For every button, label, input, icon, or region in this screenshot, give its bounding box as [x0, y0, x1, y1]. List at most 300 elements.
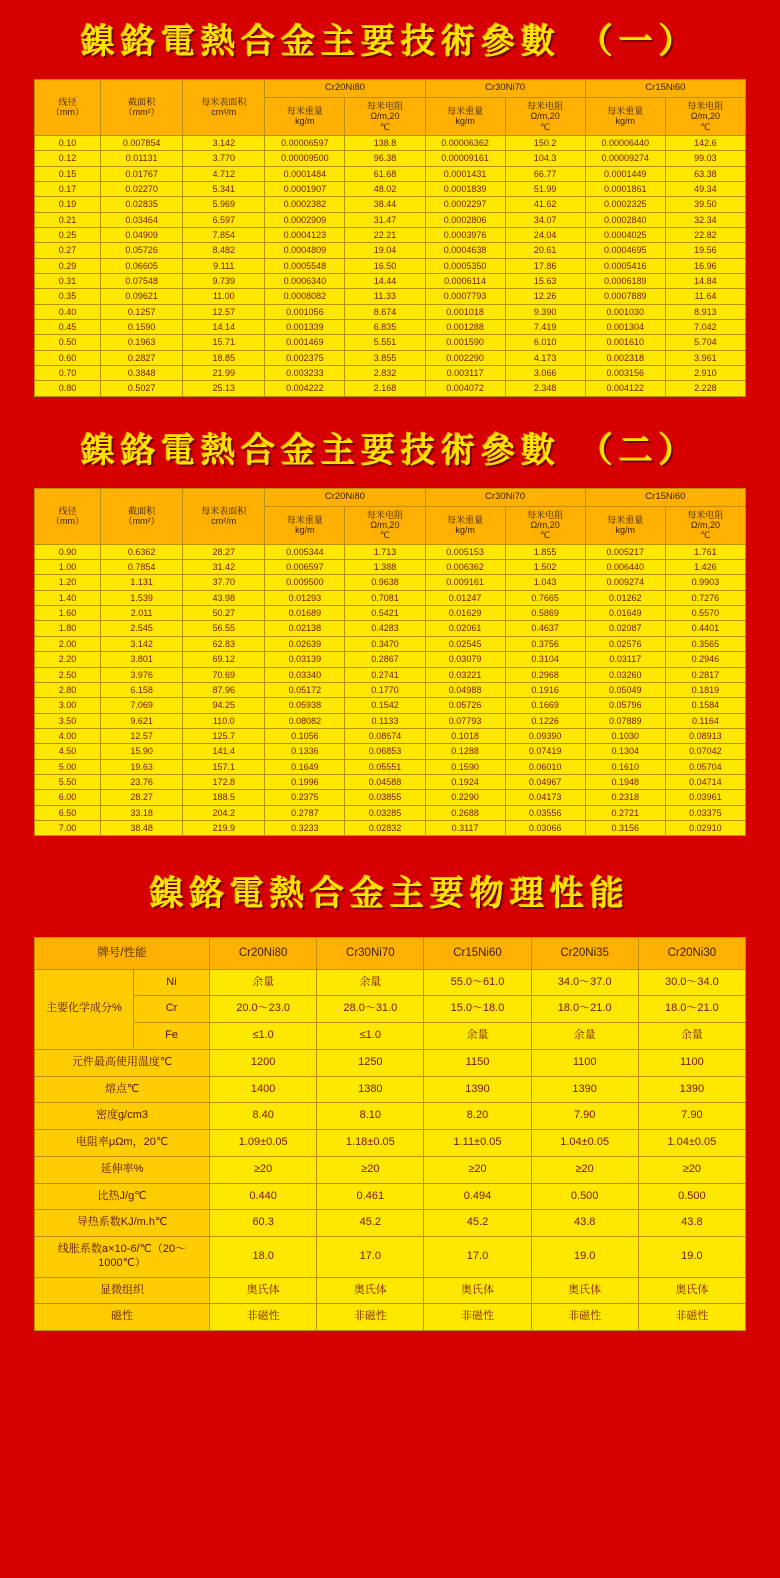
- col-header-sub-1-1: 每米电阻 Ω/m,20 ℃: [505, 97, 585, 135]
- table-cell: 1390: [638, 1076, 745, 1103]
- table-cell: 96.38: [345, 151, 425, 166]
- table-cell: 0.0008082: [265, 289, 345, 304]
- table-row: [35, 744, 746, 759]
- table-cell: 2.168: [345, 381, 425, 396]
- table-cell: 15.71: [183, 335, 265, 350]
- table-cell: 1390: [531, 1076, 638, 1103]
- table-cell: 0.04714: [665, 774, 745, 789]
- table-cell: 1.131: [101, 575, 183, 590]
- table-cell: 0.1963: [101, 335, 183, 350]
- table-cell: 28.27: [183, 544, 265, 559]
- table-cell: 余量: [531, 1023, 638, 1050]
- table-cell: 0.50: [35, 335, 101, 350]
- table-cell: 2.80: [35, 682, 101, 697]
- table-cell: 0.08913: [665, 728, 745, 743]
- table-cell: 0.001030: [585, 304, 665, 319]
- table-row: [35, 258, 746, 273]
- table-cell: 4.50: [35, 744, 101, 759]
- table-cell: 0.07548: [101, 274, 183, 289]
- table-row: [35, 381, 746, 396]
- table-cell: 0.00006440: [585, 135, 665, 150]
- table-cell: 63.38: [665, 166, 745, 181]
- table-cell: 0.3565: [665, 636, 745, 651]
- table-cell: 0.0005350: [425, 258, 505, 273]
- table-cell: 41.62: [505, 197, 585, 212]
- table-cell: 0.05726: [425, 698, 505, 713]
- table-cell: 66.77: [505, 166, 585, 181]
- table-cell: 33.18: [101, 805, 183, 820]
- table-cell: 0.2968: [505, 667, 585, 682]
- table-cell: 23.76: [101, 774, 183, 789]
- table-cell: 6.835: [345, 320, 425, 335]
- table-cell: 0.4283: [345, 621, 425, 636]
- table-cell: 0.15: [35, 166, 101, 181]
- table-cell: 15.63: [505, 274, 585, 289]
- table-cell: 0.2290: [425, 790, 505, 805]
- table-cell: 8.674: [345, 304, 425, 319]
- table-cell: 0.1590: [101, 320, 183, 335]
- physical-row-label: 元件最高使用温度℃: [35, 1049, 210, 1076]
- table-row: [35, 1049, 746, 1076]
- table-cell: 0.03556: [505, 805, 585, 820]
- table-cell: 6.00: [35, 790, 101, 805]
- table-cell: 奥氏体: [424, 1277, 531, 1304]
- col-header-sub-0-1: 每米电阻 Ω/m,20 ℃: [345, 97, 425, 135]
- col-header-sub-0-1: 每米电阻 Ω/m,20 ℃: [345, 506, 425, 544]
- table-cell: 3.142: [101, 636, 183, 651]
- table-cell: 1.043: [505, 575, 585, 590]
- table-cell: 4.00: [35, 728, 101, 743]
- table-cell: 0.9903: [665, 575, 745, 590]
- table-cell: 0.1056: [265, 728, 345, 743]
- table-cell: 61.68: [345, 166, 425, 181]
- table-cell: 0.07419: [505, 744, 585, 759]
- table-row: [35, 759, 746, 774]
- table-cell: 0.3233: [265, 820, 345, 835]
- table-cell: 0.002375: [265, 350, 345, 365]
- table-cell: 0.440: [210, 1183, 317, 1210]
- table-cell: 0.01649: [585, 606, 665, 621]
- table-cell: 0.06853: [345, 744, 425, 759]
- table-cell: 0.5421: [345, 606, 425, 621]
- table-cell: 0.1669: [505, 698, 585, 713]
- table-cell: 11.00: [183, 289, 265, 304]
- table-cell: 1.426: [665, 560, 745, 575]
- physical-col-header-2: Cr30Ni70: [317, 938, 424, 969]
- table-row: [35, 289, 746, 304]
- table-cell: 0.3156: [585, 820, 665, 835]
- table-cell: 0.0001431: [425, 166, 505, 181]
- composition-element: Ni: [133, 969, 209, 996]
- table-cell: 奥氏体: [210, 1277, 317, 1304]
- table-row: [35, 636, 746, 651]
- table-cell: 9.111: [183, 258, 265, 273]
- table-row: [35, 151, 746, 166]
- table-cell: 0.003156: [585, 366, 665, 381]
- physical-table-body: [35, 969, 746, 1331]
- table-cell: 0.009274: [585, 575, 665, 590]
- table-row: [35, 621, 746, 636]
- table-row: [35, 335, 746, 350]
- table-cell: 7.042: [665, 320, 745, 335]
- table-cell: 0.6362: [101, 544, 183, 559]
- table-cell: 0.004122: [585, 381, 665, 396]
- table-cell: 0.7665: [505, 590, 585, 605]
- table-cell: 20.0～23.0: [210, 996, 317, 1023]
- table-cell: 0.09390: [505, 728, 585, 743]
- table-row: [35, 560, 746, 575]
- table-cell: 3.976: [101, 667, 183, 682]
- table-cell: 0.02835: [101, 197, 183, 212]
- table-cell: 0.2787: [265, 805, 345, 820]
- table-row: [35, 212, 746, 227]
- table-cell: 204.2: [183, 805, 265, 820]
- table-cell: 0.02087: [585, 621, 665, 636]
- table-cell: 0.19: [35, 197, 101, 212]
- table-cell: 0.2375: [265, 790, 345, 805]
- table-cell: 3.066: [505, 366, 585, 381]
- table-cell: 1.09±0.05: [210, 1130, 317, 1157]
- table-cell: 0.0002325: [585, 197, 665, 212]
- table-cell: 0.0004638: [425, 243, 505, 258]
- section-title-3: 鎳鉻電熱合金主要物理性能: [150, 874, 630, 915]
- table-row: [35, 1023, 746, 1050]
- table-cell: 7.854: [183, 228, 265, 243]
- table-cell: 4.712: [183, 166, 265, 181]
- table-cell: 1100: [531, 1049, 638, 1076]
- table-cell: 69.12: [183, 652, 265, 667]
- table-cell: 0.001288: [425, 320, 505, 335]
- table-cell: 62.83: [183, 636, 265, 651]
- table-cell: 0.00009500: [265, 151, 345, 166]
- table-cell: 0.1336: [265, 744, 345, 759]
- table-cell: 9.739: [183, 274, 265, 289]
- table-row: [35, 1237, 746, 1278]
- table-cell: 0.31: [35, 274, 101, 289]
- table-cell: 0.00006597: [265, 135, 345, 150]
- table-cell: 104.3: [505, 151, 585, 166]
- table-cell: 3.00: [35, 698, 101, 713]
- table-cell: 余量: [317, 969, 424, 996]
- table-cell: 0.3756: [505, 636, 585, 651]
- table-cell: 2.20: [35, 652, 101, 667]
- physical-row-label: 密度g/cm3: [35, 1103, 210, 1130]
- table-row: [35, 544, 746, 559]
- table-cell: 0.29: [35, 258, 101, 273]
- table-cell: 2.228: [665, 381, 745, 396]
- table-cell: 6.597: [183, 212, 265, 227]
- table-cell: 11.64: [665, 289, 745, 304]
- table-cell: 0.0005548: [265, 258, 345, 273]
- table-cell: 43.8: [531, 1210, 638, 1237]
- table-cell: ≥20: [531, 1156, 638, 1183]
- table-cell: 0.1770: [345, 682, 425, 697]
- table-cell: 25.13: [183, 381, 265, 396]
- table-cell: 0.0004809: [265, 243, 345, 258]
- table-cell: 0.0002840: [585, 212, 665, 227]
- table-cell: 15.0～18.0: [424, 996, 531, 1023]
- table-cell: 9.390: [505, 304, 585, 319]
- physical-row-label: 磁性: [35, 1304, 210, 1331]
- table-cell: ≤1.0: [317, 1023, 424, 1050]
- table-cell: 0.00006362: [425, 135, 505, 150]
- table-cell: 38.44: [345, 197, 425, 212]
- physical-row-label: 延伸率%: [35, 1156, 210, 1183]
- table-cell: 1.761: [665, 544, 745, 559]
- table-cell: 0.2688: [425, 805, 505, 820]
- table-cell: 0.03117: [585, 652, 665, 667]
- table-cell: 0.009161: [425, 575, 505, 590]
- table-cell: 0.02061: [425, 621, 505, 636]
- table-cell: 28.0～31.0: [317, 996, 424, 1023]
- table-cell: 0.9638: [345, 575, 425, 590]
- table-cell: 12.26: [505, 289, 585, 304]
- table-cell: 2.832: [345, 366, 425, 381]
- table-row: [35, 350, 746, 365]
- col-header-base-1: 截面积 （mm²）: [101, 488, 183, 544]
- table-cell: 18.85: [183, 350, 265, 365]
- table-cell: 0.001339: [265, 320, 345, 335]
- table-cell: 0.1018: [425, 728, 505, 743]
- table-cell: 0.01629: [425, 606, 505, 621]
- table-cell: 219.9: [183, 820, 265, 835]
- table-cell: 0.00009274: [585, 151, 665, 166]
- table-row: [35, 181, 746, 196]
- table-cell: 0.02270: [101, 181, 183, 196]
- table-cell: 0.1819: [665, 682, 745, 697]
- table-cell: ≤1.0: [210, 1023, 317, 1050]
- table-cell: 0.1916: [505, 682, 585, 697]
- table-cell: 1.00: [35, 560, 101, 575]
- table-cell: 0.05049: [585, 682, 665, 697]
- table-row: [35, 366, 746, 381]
- table-cell: 1.60: [35, 606, 101, 621]
- table-cell: 1.713: [345, 544, 425, 559]
- table-cell: 2.348: [505, 381, 585, 396]
- table-cell: 56.55: [183, 621, 265, 636]
- table-cell: 11.33: [345, 289, 425, 304]
- wire-table-1-body: [35, 135, 746, 396]
- table-cell: 21.99: [183, 366, 265, 381]
- table-cell: 0.03079: [425, 652, 505, 667]
- table-cell: 0.001610: [585, 335, 665, 350]
- physical-col-header-3: Cr15Ni60: [424, 938, 531, 969]
- col-header-base-0: 线径 （mm）: [35, 80, 101, 136]
- table-cell: 49.34: [665, 181, 745, 196]
- col-header-group-1: Cr30Ni70: [425, 488, 585, 506]
- table-cell: 0.01262: [585, 590, 665, 605]
- wire-table-2-head: [35, 488, 746, 544]
- table-cell: 0.01131: [101, 151, 183, 166]
- table-cell: 8.20: [424, 1103, 531, 1130]
- table-cell: ≥20: [638, 1156, 745, 1183]
- table-cell: 1.40: [35, 590, 101, 605]
- table-cell: 0.0004025: [585, 228, 665, 243]
- wire-table-1-wrap: [0, 79, 780, 397]
- table-cell: 0.05551: [345, 759, 425, 774]
- table-cell: 非磁性: [638, 1304, 745, 1331]
- table-row: [35, 1156, 746, 1183]
- table-cell: 0.1226: [505, 713, 585, 728]
- table-cell: 30.0～34.0: [638, 969, 745, 996]
- table-cell: 1200: [210, 1049, 317, 1076]
- table-cell: 0.7276: [665, 590, 745, 605]
- table-cell: ≥20: [424, 1156, 531, 1183]
- table-cell: 0.17: [35, 181, 101, 196]
- physical-row-label: 线胀系数a×10-6/℃（20～1000℃）: [35, 1237, 210, 1278]
- table-cell: 0.0003976: [425, 228, 505, 243]
- table-cell: 0.02545: [425, 636, 505, 651]
- table-cell: 0.494: [424, 1183, 531, 1210]
- col-header-sub-1-1: 每米电阻 Ω/m,20 ℃: [505, 506, 585, 544]
- table-cell: 0.0006340: [265, 274, 345, 289]
- table-cell: 0.0001839: [425, 181, 505, 196]
- table-cell: 0.10: [35, 135, 101, 150]
- table-cell: 45.2: [424, 1210, 531, 1237]
- table-cell: 0.08674: [345, 728, 425, 743]
- table-cell: 37.70: [183, 575, 265, 590]
- table-cell: 34.0～37.0: [531, 969, 638, 996]
- table-cell: ≥20: [317, 1156, 424, 1183]
- table-cell: 0.006362: [425, 560, 505, 575]
- table-cell: 0.60: [35, 350, 101, 365]
- table-cell: 0.40: [35, 304, 101, 319]
- table-cell: 2.00: [35, 636, 101, 651]
- table-cell: 51.99: [505, 181, 585, 196]
- table-cell: 0.1304: [585, 744, 665, 759]
- table-cell: 0.2946: [665, 652, 745, 667]
- col-header-group-2: Cr15Ni60: [585, 488, 745, 506]
- col-header-sub-2-0: 每米重量 kg/m: [585, 506, 665, 544]
- table-row: [35, 820, 746, 835]
- table-cell: 0.0002382: [265, 197, 345, 212]
- table-cell: 0.4637: [505, 621, 585, 636]
- table-cell: 31.47: [345, 212, 425, 227]
- table-cell: 5.969: [183, 197, 265, 212]
- table-cell: 8.482: [183, 243, 265, 258]
- table-row: [35, 1277, 746, 1304]
- table-cell: 1100: [638, 1049, 745, 1076]
- table-cell: 5.00: [35, 759, 101, 774]
- col-header-sub-2-0: 每米重量 kg/m: [585, 97, 665, 135]
- table-cell: 0.0006189: [585, 274, 665, 289]
- table-cell: 0.09621: [101, 289, 183, 304]
- physical-row-label: 显微组织: [35, 1277, 210, 1304]
- table-row: [35, 197, 746, 212]
- table-cell: 0.07793: [425, 713, 505, 728]
- table-cell: 0.0007793: [425, 289, 505, 304]
- table-cell: 3.961: [665, 350, 745, 365]
- table-cell: 17.0: [317, 1237, 424, 1278]
- table-cell: 0.01293: [265, 590, 345, 605]
- table-cell: 18.0: [210, 1237, 317, 1278]
- table-cell: 141.4: [183, 744, 265, 759]
- table-cell: 1250: [317, 1049, 424, 1076]
- table-cell: 94.25: [183, 698, 265, 713]
- table-cell: 0.02639: [265, 636, 345, 651]
- table-row: [35, 698, 746, 713]
- table-cell: 0.1584: [665, 698, 745, 713]
- table-cell: 0.00009161: [425, 151, 505, 166]
- table-cell: 余量: [424, 1023, 531, 1050]
- table-cell: 0.1164: [665, 713, 745, 728]
- table-cell: 12.57: [101, 728, 183, 743]
- table-cell: 1.18±0.05: [317, 1130, 424, 1157]
- table-cell: 0.002318: [585, 350, 665, 365]
- table-cell: 0.1948: [585, 774, 665, 789]
- wire-table-2: [34, 488, 746, 836]
- table-cell: ≥20: [210, 1156, 317, 1183]
- table-cell: 0.3117: [425, 820, 505, 835]
- table-cell: 22.82: [665, 228, 745, 243]
- physical-col-header-0: 牌号/性能: [35, 938, 210, 969]
- table-cell: 15.90: [101, 744, 183, 759]
- table-cell: 0.2741: [345, 667, 425, 682]
- table-cell: 0.04173: [505, 790, 585, 805]
- table-row: [35, 135, 746, 150]
- table-cell: 0.05796: [585, 698, 665, 713]
- table-cell: 0.0001861: [585, 181, 665, 196]
- table-row: [35, 667, 746, 682]
- table-cell: 0.3104: [505, 652, 585, 667]
- col-header-group-1: Cr30Ni70: [425, 80, 585, 98]
- table-cell: 18.0～21.0: [638, 996, 745, 1023]
- table-cell: 0.3470: [345, 636, 425, 651]
- table-cell: 0.001469: [265, 335, 345, 350]
- table-cell: 0.25: [35, 228, 101, 243]
- table-cell: 70.69: [183, 667, 265, 682]
- table-cell: 1150: [424, 1049, 531, 1076]
- table-cell: 0.1542: [345, 698, 425, 713]
- table-cell: 16.50: [345, 258, 425, 273]
- table-cell: 22.21: [345, 228, 425, 243]
- table-cell: 0.1996: [265, 774, 345, 789]
- table-cell: 0.2721: [585, 805, 665, 820]
- table-row: [35, 243, 746, 258]
- table-cell: 0.2827: [101, 350, 183, 365]
- table-row: [35, 166, 746, 181]
- table-cell: 99.03: [665, 151, 745, 166]
- table-cell: 0.500: [531, 1183, 638, 1210]
- table-cell: 余量: [210, 969, 317, 996]
- table-cell: 157.1: [183, 759, 265, 774]
- table-cell: 0.004222: [265, 381, 345, 396]
- table-cell: 0.05938: [265, 698, 345, 713]
- table-cell: 1380: [317, 1076, 424, 1103]
- table-cell: 7.069: [101, 698, 183, 713]
- table-cell: 142.6: [665, 135, 745, 150]
- table-row: [35, 1183, 746, 1210]
- table-cell: 0.70: [35, 366, 101, 381]
- table-cell: 19.63: [101, 759, 183, 774]
- table-cell: 0.05726: [101, 243, 183, 258]
- table-cell: 43.8: [638, 1210, 745, 1237]
- table-cell: 2.011: [101, 606, 183, 621]
- wire-table-2-body: [35, 544, 746, 836]
- table-cell: 非磁性: [424, 1304, 531, 1331]
- physical-row-label: 导热系数KJ/m.h℃: [35, 1210, 210, 1237]
- table-cell: 0.009500: [265, 575, 345, 590]
- table-cell: 0.0002297: [425, 197, 505, 212]
- table-cell: 6.010: [505, 335, 585, 350]
- table-cell: 0.006440: [585, 560, 665, 575]
- table-cell: 17.0: [424, 1237, 531, 1278]
- table-cell: 奥氏体: [317, 1277, 424, 1304]
- table-cell: 0.03464: [101, 212, 183, 227]
- table-cell: 0.08082: [265, 713, 345, 728]
- table-cell: 0.0004123: [265, 228, 345, 243]
- table-cell: 7.90: [638, 1103, 745, 1130]
